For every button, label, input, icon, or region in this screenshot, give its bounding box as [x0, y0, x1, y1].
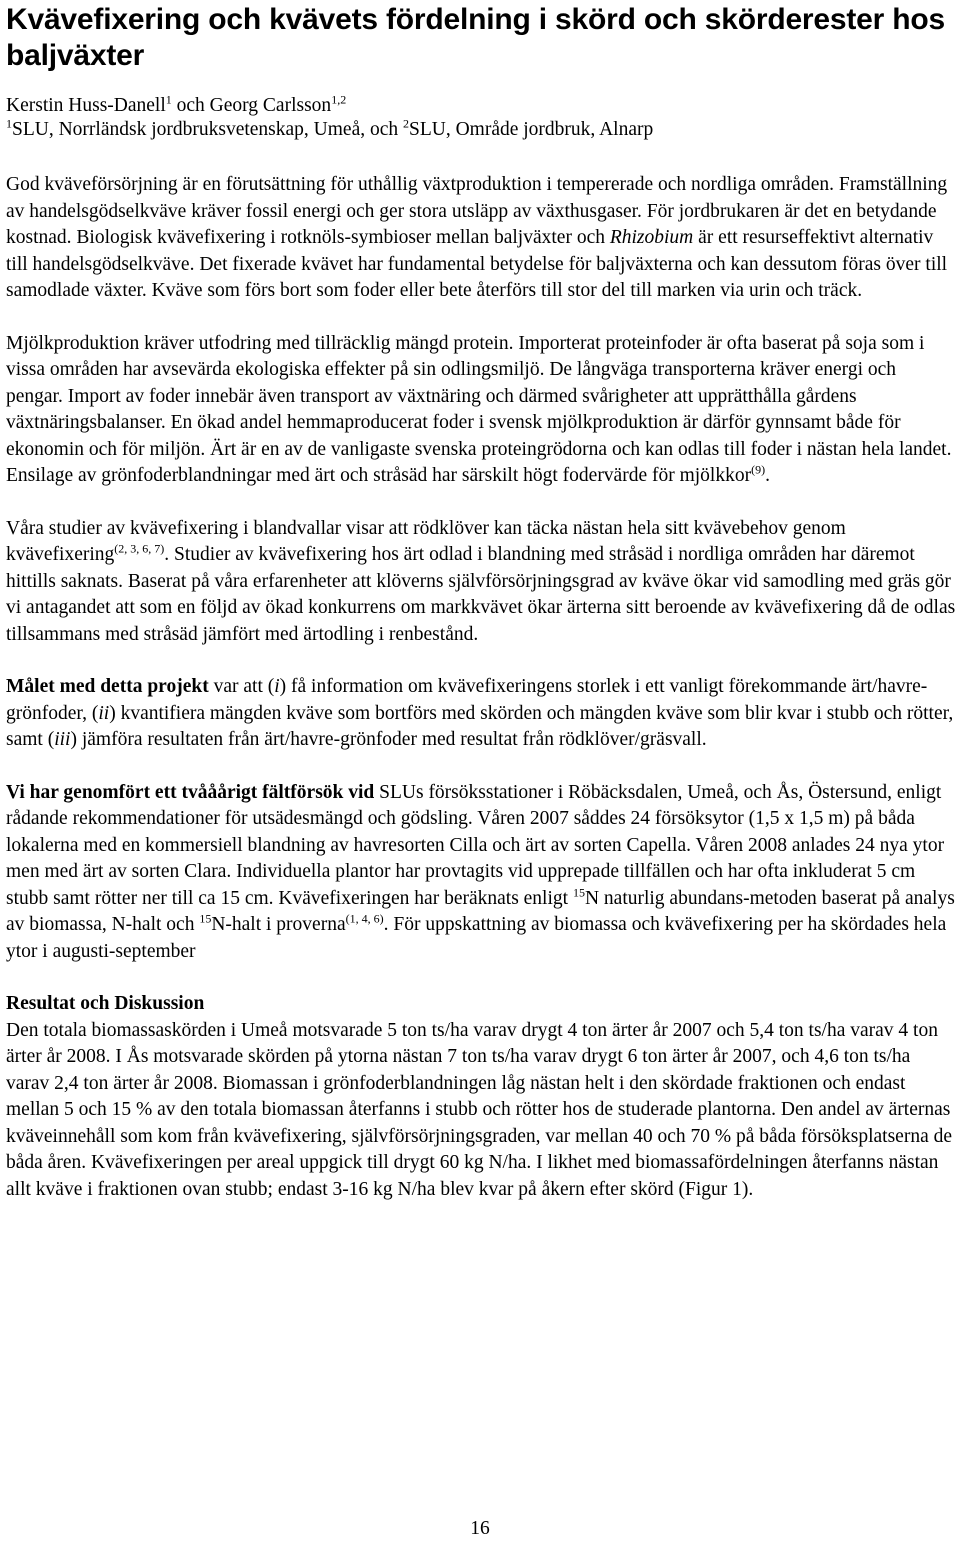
page-title: Kvävefixering och kvävets fördelning i skörd och skörderester hos baljväxter [6, 3, 945, 72]
author-name: Kerstin Huss-Danell [6, 95, 166, 116]
author-name: och Georg Carlsson [171, 95, 332, 116]
page-number: 16 [470, 1518, 490, 1539]
author-line: Kerstin Huss-Danell$^1$ och Georg Carlsson$^{1,2}$ [6, 92, 347, 116]
paragraph-field-trial: Vi har genomfört ett tvååårigt fältförsök vid SLUs försöksstationer i Röbäcksdalen, Umeå, och Ås, Östersund, enligt rådande rekommendationer för utsädesmängd och gödsling. Våren 2007 såddes 24 försöksytor (1,5 x 1,5 m) på båda lokalerna med en kommersiell blandning av havresorten Cilla och ärt av sorten Capella. Våren 2008 anlades 24 nya ytor men med ärt av sorten Clara. Individuella plantor har provtagits vid upprepade tillfällen och har ofta inkluderat 5 cm stubb samt rötter ner till ca 15 cm. Kvävefixeringen har beräknats enligt $^{15}$N naturlig abundans-metoden baserat på analys av biomassa, N-halt och $^{15}$N-halt i proverna$^{(1, 4, 6)}$. För uppskattning av biomassa och kvävefixering per ha skördades hela ytor i augusti-september [6, 781, 955, 962]
paragraph-intro: God kväveförsörjning är en förutsättning för uthållig växtproduktion i tempererade och nordliga områden. Framställning av handelsgödselkväve kräver fossil energi och ger stora utsläpp av växthusgaser. För jordbrukaren är det en betydande kostnad. Biologisk kvävefixering i rotknöls-symbioser mellan baljväxter och Rhizobium är ett resurseffektivt alternativ till handelsgödselkväve. Det fixerade kvävet har fundamental betydelse för baljväxterna och kan dessutom föras över till samodlade växter. Kväve som förs bort som foder eller bete återförs till stor del till marken via urin och träck. [6, 174, 948, 301]
affiliation-line: $^1$SLU, Norrländsk jordbruksvetenskap, Umeå, och $^2$SLU, Område jordbruk, Alnarp [6, 116, 654, 140]
paragraph-results: Den totala biomassaskörden i Umeå motsvarade 5 ton ts/ha varav drygt 4 ton ärter år 2007 och 5,4 ton ts/ha varav 4 ton ärter år 2008. I Ås motsvarade skörden på ytorna nästan 7 ton ts/ha varav drygt 6 ton ärter år 2007, och 4,6 ton ts/ha varav 2,4 ton ärter år 2008. Biomassan i grönfoderblandningen låg nästan helt i den skördade fraktionen och endast mellan 5 och 15 % av den totala biomassan återfanns i stubb och rötter hos de studerade plantorna. Den andel av ärternas kväveinnehåll som kom från kvävefixering, självförsörjningsgraden, var mellan 40 och 70 % på båda försöksplatserna de båda åren. Kvävefixeringen per areal uppgick till drygt 60 kg N/ha. I likhet med biomassafördelningen återfanns nästan allt kväve i fraktionen ovan stubb; endast 3-16 kg N/ha blev kvar på åkern efter skörd (Figur 1). [6, 1019, 953, 1200]
paragraph-project-goal: Målet med detta projekt var att (i) få information om kvävefixeringens storlek i ett vanligt förekommande ärt/havre-grönfoder, (ii) kvantifiera mängden kväve som bortförs med skörden och mängden kväve som blir kvar i stubb och rötter, samt (iii) jämföra resultaten från ärt/havre-grönfoder med resultat från rödklöver/gräsvall. [6, 676, 954, 750]
document-page [6, 0, 956, 1203]
paragraph-studies: Våra studier av kvävefixering i blandvallar visar att rödklöver kan täcka nästan hela sitt kvävebehov genom kvävefixering$^{(2, 3, 6, 7)}$. Studier av kvävefixering hos ärt odlad i blandning med stråsäd i nordliga områden har däremot hittills saknats. Baserat på våra erfarenheter att klöverns självförsörjningsgrad av kväve ökar vid samodling med gräs gör vi antagandet att som en följd av ökad konkurrens om markkvävet ökar ärterna sitt beroende av kvävefixering då de odlas tillsammans med stråsäd jämfört med ärtodling i renbestånd. [6, 517, 956, 645]
section-heading-results: Resultat och Diskussion [6, 993, 205, 1014]
author-block [6, 94, 956, 142]
paragraph-milk-production: Mjölkproduktion kräver utfodring med tillräcklig mängd protein. Importerat proteinfoder är ofta baserat på soja som i vissa områden har avsevärda ekologiska effekter på sin odlingsmiljö. De långväga transporterna kräver energi och pengar. Import av foder innebär även transport av växtnäring och därmed svårigheter att upprätthålla gårdens växtnäringsbalanser. En ökad andel hemmaproducerat foder i svensk mjölkproduktion är därför gynnsamt både för ekonomin och för miljön. Ärt är en av de vanligaste svenska proteingrödorna och kan odlas till foder i nästan hela landet. Ensilage av grönfoderblandningar med ärt och stråsäd har särskilt högt fodervärde för mjölkkor$^{(9)}$. [6, 332, 952, 486]
